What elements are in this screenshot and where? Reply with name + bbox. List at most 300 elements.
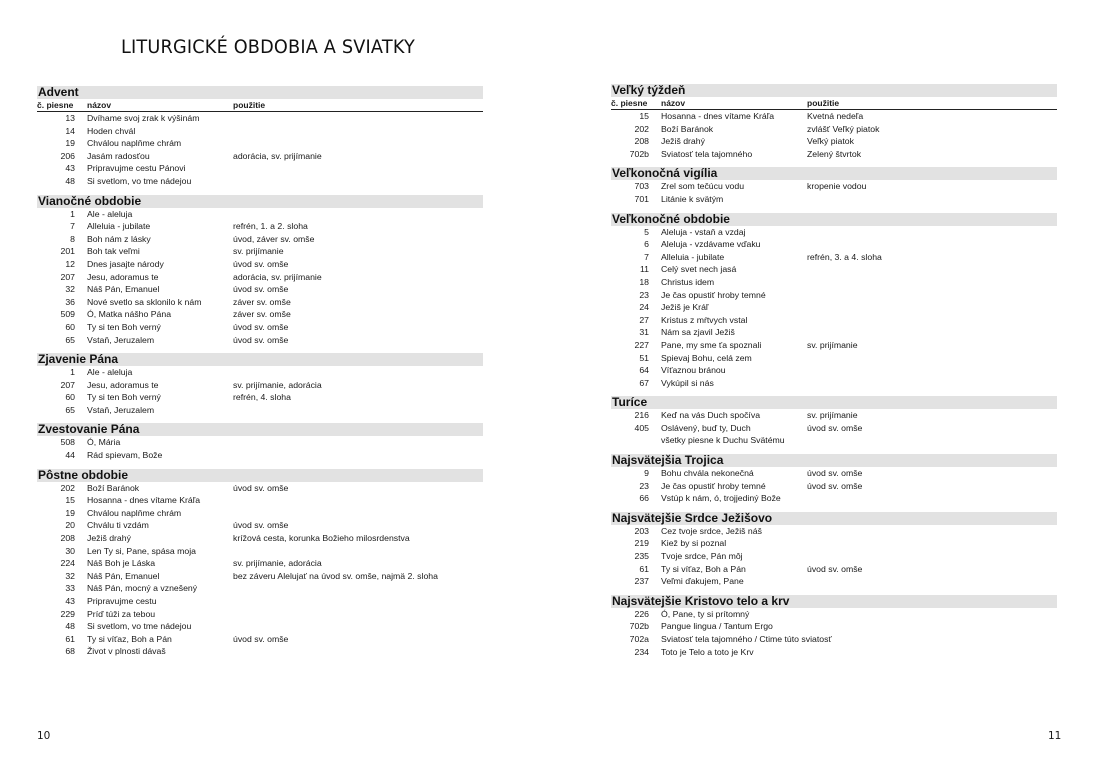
song-number: 43 [65, 596, 75, 606]
season-section [37, 423, 483, 461]
song-number: 48 [65, 621, 75, 632]
song-name: Náš Pán, Emanuel [87, 570, 160, 581]
page-number-right: 11 [1048, 730, 1062, 742]
song-usage [807, 608, 1057, 621]
song-row [37, 208, 483, 221]
song-name: Je čas opustiť hroby temné [661, 289, 766, 300]
song-name: Ty si víťaz, Boh a Pán [87, 633, 172, 644]
song-usage [233, 137, 483, 150]
column-header [37, 100, 483, 112]
header-song-name: názov [661, 98, 686, 108]
song-name: Rád spievam, Bože [87, 450, 163, 461]
song-usage: Zelený štvrtok [807, 148, 862, 159]
song-usage: Veľký piatok [807, 136, 854, 147]
song-usage: úvod sv. omše [233, 520, 289, 531]
song-number: 1 [70, 208, 75, 219]
song-name: Vykúpil si nás [661, 377, 714, 388]
song-row [37, 404, 483, 417]
song-row [611, 422, 1057, 435]
song-number: 61 [65, 633, 75, 644]
song-name: Chválu ti vzdám [87, 520, 149, 531]
song-row [611, 575, 1057, 588]
season-section [611, 167, 1057, 205]
song-row [611, 148, 1057, 161]
song-row [611, 550, 1057, 563]
song-usage: kropenie vodou [807, 181, 867, 192]
song-row [611, 123, 1057, 136]
section-title: Veľkonočné obdobie [611, 213, 1057, 226]
song-usage: bez záveru Alelujať na úvod sv. omše, najmä 2. sloha [233, 570, 438, 581]
song-row [611, 467, 1057, 480]
song-name: Jasám radosťou [87, 150, 150, 161]
song-usage [233, 507, 483, 520]
song-name: Je čas opustiť hroby temné [661, 480, 766, 491]
song-name: Ježiš drahý [87, 533, 131, 544]
song-usage [807, 263, 1057, 276]
song-usage: sv. prijímanie, adorácia [233, 379, 322, 390]
header-song-number: č. piesne [611, 98, 648, 108]
song-usage [233, 494, 483, 507]
song-row [37, 391, 483, 404]
song-row [37, 482, 483, 495]
section-title: Veľký týždeň [611, 84, 1057, 97]
song-number: 229 [60, 608, 75, 619]
song-row [37, 379, 483, 392]
song-name: Boží Baránok [87, 482, 140, 493]
section-title: Turíce [611, 396, 1057, 409]
song-usage: sv. prijímanie [807, 339, 858, 350]
song-usage [233, 436, 483, 449]
song-name: Veľmi ďakujem, Pane [661, 576, 744, 587]
song-name: Zrel som tečúcu vodu [661, 181, 745, 192]
song-number: 702b [629, 148, 649, 159]
song-row [611, 563, 1057, 576]
song-row [37, 283, 483, 296]
song-row [37, 436, 483, 449]
song-row [37, 258, 483, 271]
song-row [611, 608, 1057, 621]
song-number: 224 [60, 558, 75, 569]
song-name: Ale - aleluja [87, 208, 133, 219]
song-name: Si svetlom, vo tme nádejou [87, 175, 192, 186]
song-name: Sviatosť tela tajomného / Ctime túto sviatosť [661, 634, 832, 644]
song-number: 234 [634, 646, 649, 657]
song-name: Pripravujme cestu [87, 596, 157, 606]
song-name: Náš Pán, Emanuel [87, 284, 160, 295]
song-row [37, 532, 483, 545]
section-title: Najsvätejšie Kristovo telo a krv [611, 595, 1057, 608]
song-usage: sv. prijímanie, adorácia [233, 558, 322, 569]
song-row [611, 226, 1057, 239]
song-name: Pane, my sme ťa spoznali [661, 339, 762, 350]
song-row [611, 525, 1057, 538]
song-usage [807, 620, 1057, 633]
song-number: 64 [639, 365, 649, 376]
song-number: 701 [634, 193, 649, 204]
song-row [37, 112, 483, 125]
song-name: Ježiš drahý [661, 136, 705, 147]
song-usage [807, 226, 1057, 239]
header-song-number: č. piesne [37, 100, 74, 110]
song-name: Toto je Telo a toto je Krv [661, 646, 754, 657]
song-name: Keď na vás Duch spočíva [661, 410, 761, 421]
song-number: 43 [65, 163, 75, 174]
song-number: 32 [65, 284, 75, 295]
song-usage [233, 645, 483, 658]
song-name: Vstaň, Jeruzalem [87, 334, 155, 345]
song-number: 27 [639, 314, 649, 325]
song-usage [807, 646, 1057, 659]
song-number: 48 [65, 175, 75, 186]
song-usage: úvod sv. omše [233, 258, 289, 269]
page-number-left: 10 [37, 730, 51, 742]
song-number: 5 [644, 226, 649, 237]
song-number: 235 [634, 551, 649, 562]
song-name: Nové svetlo sa sklonilo k nám [87, 296, 202, 307]
song-name: Alleluia - jubilate [661, 251, 725, 262]
song-name: všetky piesne k Duchu Svätému [661, 435, 785, 446]
song-name: Aleluja - vzdávame vďaku [661, 239, 761, 250]
song-name: Len Ty si, Pane, spása moja [87, 545, 196, 556]
song-row [611, 434, 1057, 447]
song-number: 23 [639, 480, 649, 491]
song-row [37, 595, 483, 608]
song-number: 61 [639, 563, 649, 574]
song-row [37, 308, 483, 321]
song-name: Alleluia - jubilate [87, 221, 151, 232]
song-usage [807, 238, 1057, 251]
song-row [37, 608, 483, 621]
song-number: 44 [65, 450, 75, 461]
song-row [611, 238, 1057, 251]
song-name: Hosanna - dnes vítame Kráľa [87, 495, 201, 506]
song-usage [807, 537, 1057, 550]
song-row [37, 296, 483, 309]
song-row [37, 334, 483, 347]
song-row [37, 233, 483, 246]
song-number: 68 [65, 646, 75, 657]
song-row [611, 314, 1057, 327]
song-usage [807, 575, 1057, 588]
song-row [37, 150, 483, 163]
song-usage [233, 125, 483, 138]
song-row [37, 162, 483, 175]
section-title: Zvestovanie Pána [37, 423, 483, 436]
song-usage [807, 434, 1057, 447]
song-number: 65 [65, 334, 75, 345]
page-title: LITURGICKÉ OBDOBIA A SVIATKY [121, 36, 415, 58]
song-name: Boží Baránok [661, 123, 714, 134]
song-row [611, 339, 1057, 352]
song-row [611, 492, 1057, 505]
song-name: Hoden chvál [87, 125, 136, 136]
song-row [37, 645, 483, 658]
section-title: Vianočné obdobie [37, 195, 483, 208]
song-row [611, 480, 1057, 493]
song-number: 30 [65, 545, 75, 556]
song-usage [233, 608, 483, 621]
song-usage [233, 366, 483, 379]
song-name: Pripravujme cestu Pánovi [87, 163, 186, 174]
song-number: 7 [644, 251, 649, 262]
song-usage: úvod sv. omše [807, 563, 863, 574]
song-number: 702a [629, 634, 649, 644]
song-number: 19 [65, 507, 75, 518]
song-row [611, 135, 1057, 148]
song-usage [233, 404, 483, 417]
song-usage: zvlášť Veľký piatok [807, 123, 880, 134]
song-name: Vstúp k nám, ó, trojjediný Bože [661, 493, 781, 504]
song-usage [807, 525, 1057, 538]
song-row [37, 321, 483, 334]
song-row [611, 251, 1057, 264]
header-song-name: názov [87, 100, 112, 110]
song-number: 15 [65, 495, 75, 506]
song-number: 66 [639, 493, 649, 504]
song-usage [233, 620, 483, 633]
song-usage: refrén, 4. sloha [233, 392, 291, 403]
section-title: Najsvätejšia Trojica [611, 454, 1057, 467]
song-usage [233, 208, 483, 221]
song-number: 203 [634, 525, 649, 536]
song-usage: úvod sv. omše [233, 334, 289, 345]
song-usage: úvod sv. omše [233, 321, 289, 332]
song-number: 202 [60, 482, 75, 493]
song-usage [807, 314, 1057, 327]
song-name: Jesu, adoramus te [87, 379, 159, 390]
song-name: Ježiš je Kráľ [661, 302, 709, 313]
song-number: 1 [70, 367, 75, 378]
song-usage: záver sv. omše [233, 296, 291, 307]
song-name: Chválou naplňme chrám [87, 507, 182, 518]
section-title: Zjavenie Pána [37, 353, 483, 366]
song-row [611, 276, 1057, 289]
song-row [611, 537, 1057, 550]
song-usage: záver sv. omše [233, 309, 291, 320]
song-name: Ty si víťaz, Boh a Pán [661, 563, 746, 574]
song-usage [807, 364, 1057, 377]
song-usage [233, 162, 483, 175]
season-section [37, 469, 483, 658]
song-number: 20 [65, 520, 75, 531]
song-number: 207 [60, 379, 75, 390]
song-number: 219 [634, 538, 649, 549]
song-number: 237 [634, 576, 649, 587]
song-name: Ale - aleluja [87, 367, 133, 378]
song-number: 60 [65, 392, 75, 403]
song-usage [233, 112, 483, 125]
section-title: Pôstne obdobie [37, 469, 483, 482]
song-name: Dnes jasajte národy [87, 258, 164, 269]
song-number: 509 [60, 309, 75, 320]
song-row [611, 364, 1057, 377]
song-name: Kristus z mŕtvych vstal [661, 314, 748, 325]
song-name: Ty si ten Boh verný [87, 321, 161, 332]
song-row [37, 245, 483, 258]
song-row [611, 301, 1057, 314]
song-row [611, 620, 1057, 633]
song-usage [807, 193, 1057, 206]
song-row [37, 271, 483, 284]
song-number: 18 [639, 276, 649, 287]
song-row [611, 646, 1057, 659]
song-usage: adorácia, sv. prijímanie [233, 150, 322, 161]
song-number: 33 [65, 583, 75, 594]
song-number: 9 [644, 468, 649, 479]
season-section [611, 396, 1057, 447]
left-page-column [37, 86, 483, 665]
right-page-column [611, 84, 1057, 665]
song-number: 7 [70, 221, 75, 232]
song-row [37, 449, 483, 462]
song-number: 201 [60, 246, 75, 257]
song-name: Ó, Matka nášho Pána [87, 309, 172, 320]
song-number: 206 [60, 150, 75, 161]
song-row [37, 494, 483, 507]
song-name: Nám sa zjavil Ježiš [661, 327, 735, 338]
song-usage [807, 289, 1057, 302]
song-usage: úvod sv. omše [233, 633, 289, 644]
song-name: Ó, Pane, ty si prítomný [661, 608, 750, 619]
song-name: Boh nám z lásky [87, 233, 151, 244]
song-usage [807, 276, 1057, 289]
song-usage: Kvetná nedeľa [807, 111, 864, 121]
song-usage: úvod sv. omše [807, 422, 863, 433]
song-usage [233, 449, 483, 462]
song-number: 36 [65, 296, 75, 307]
song-name: Ó, Mária [87, 437, 121, 448]
song-row [611, 180, 1057, 193]
song-number: 13 [65, 113, 75, 123]
song-usage: úvod sv. omše [807, 480, 863, 491]
song-row [611, 289, 1057, 302]
song-name: Oslávený, buď ty, Duch [661, 422, 751, 433]
song-name: Sviatosť tela tajomného [661, 148, 753, 159]
song-usage [807, 633, 1057, 646]
song-number: 207 [60, 271, 75, 282]
song-row [611, 326, 1057, 339]
song-row [37, 125, 483, 138]
song-row [37, 582, 483, 595]
section-title: Najsvätejšie Srdce Ježišovo [611, 512, 1057, 525]
song-usage [233, 582, 483, 595]
song-row [611, 193, 1057, 206]
season-section [37, 353, 483, 416]
song-usage [233, 175, 483, 188]
song-number: 202 [634, 123, 649, 134]
song-row [37, 220, 483, 233]
song-name: Christus idem [661, 276, 715, 287]
song-usage [807, 492, 1057, 505]
song-name: Dvíhame svoj zrak k výšinám [87, 113, 200, 123]
column-header [611, 98, 1057, 110]
song-usage [807, 326, 1057, 339]
song-name: Náš Pán, mocný a vznešený [87, 583, 198, 594]
song-name: Víťaznou bránou [661, 365, 726, 376]
song-name: Aleluja - vstaň a vzdaj [661, 226, 746, 237]
song-name: Príď túži za tebou [87, 608, 156, 619]
song-row [37, 570, 483, 583]
song-row [37, 620, 483, 633]
song-name: Tvoje srdce, Pán môj [661, 551, 743, 562]
song-number: 67 [639, 377, 649, 388]
song-usage: úvod, záver sv. omše [233, 233, 315, 244]
song-number: 702b [629, 621, 649, 632]
song-number: 14 [65, 125, 75, 136]
season-section [611, 213, 1057, 390]
song-row [37, 545, 483, 558]
season-section [611, 454, 1057, 505]
song-usage [233, 595, 483, 608]
song-number: 508 [60, 437, 75, 448]
song-row [37, 633, 483, 646]
song-row [611, 110, 1057, 123]
song-row [611, 352, 1057, 365]
song-usage: úvod sv. omše [233, 482, 289, 493]
song-usage: sv. prijímanie [233, 246, 284, 257]
song-name: Litánie k svätým [661, 193, 724, 204]
section-title: Veľkonočná vigília [611, 167, 1057, 180]
song-number: 226 [634, 608, 649, 619]
season-section [37, 195, 483, 347]
song-row [37, 366, 483, 379]
song-row [611, 633, 1057, 646]
header-usage: použitie [233, 100, 266, 110]
song-name: Bohu chvála nekonečná [661, 468, 754, 479]
song-usage [807, 377, 1057, 390]
song-name: Celý svet nech jasá [661, 264, 737, 275]
song-usage: úvod sv. omše [807, 468, 863, 479]
song-number: 216 [634, 410, 649, 421]
song-name: Hosanna - dnes vítame Kráľa [661, 111, 775, 121]
song-number [611, 434, 661, 447]
song-name: Kiež by si poznal [661, 538, 727, 549]
song-row [37, 137, 483, 150]
song-row [37, 175, 483, 188]
song-usage [807, 352, 1057, 365]
song-usage [807, 301, 1057, 314]
song-number: 11 [639, 264, 649, 275]
song-name: Ty si ten Boh verný [87, 392, 161, 403]
song-usage: refrén, 1. a 2. sloha [233, 221, 308, 232]
song-row [611, 263, 1057, 276]
song-row [37, 507, 483, 520]
song-name: Boh tak veľmi [87, 246, 140, 257]
season-section [611, 84, 1057, 160]
season-section [611, 595, 1057, 658]
header-usage: použitie [807, 98, 840, 108]
song-usage: úvod sv. omše [233, 284, 289, 295]
song-usage: adorácia, sv. prijímanie [233, 271, 322, 282]
song-usage [233, 545, 483, 558]
song-name: Náš Boh je Láska [87, 558, 156, 569]
song-number: 208 [60, 533, 75, 544]
section-title: Advent [37, 86, 483, 99]
song-usage: krížová cesta, korunka Božieho milosrdenstva [233, 533, 410, 544]
song-number: 31 [639, 327, 649, 338]
season-section [37, 86, 483, 188]
song-row [37, 519, 483, 532]
song-number: 19 [65, 138, 75, 149]
song-row [611, 377, 1057, 390]
song-usage [807, 550, 1057, 563]
song-name: Jesu, adoramus te [87, 271, 159, 282]
song-name: Si svetlom, vo tme nádejou [87, 621, 192, 632]
song-number: 8 [70, 233, 75, 244]
song-number: 208 [634, 136, 649, 147]
song-row [37, 557, 483, 570]
song-name: Chválou naplňme chrám [87, 138, 182, 149]
